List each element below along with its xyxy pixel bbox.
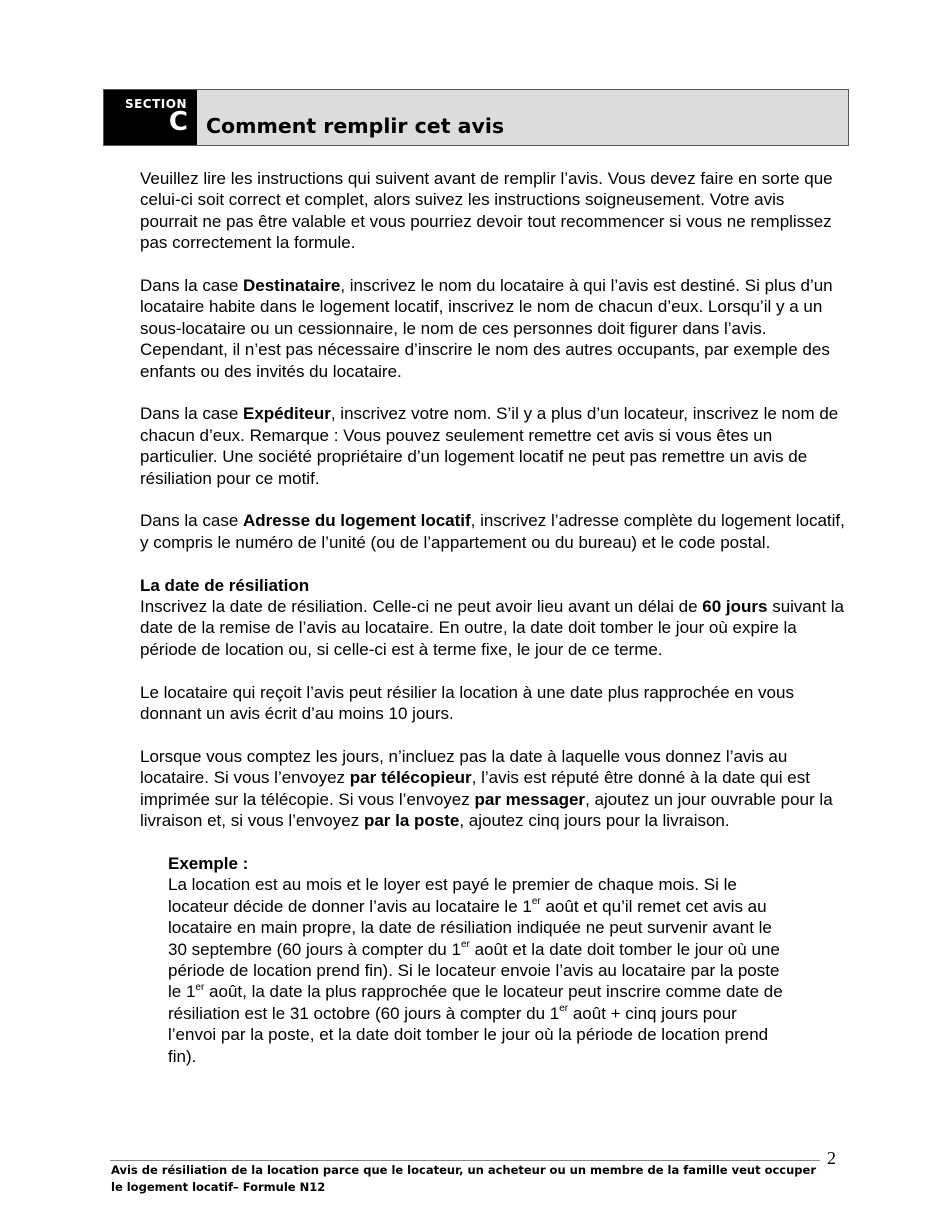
- section-title: Comment remplir cet avis: [206, 114, 505, 138]
- footer-divider: [110, 1160, 820, 1161]
- section-letter: C: [168, 107, 188, 137]
- section-tag: [104, 90, 197, 145]
- page-number: 2: [827, 1148, 836, 1168]
- destinataire-paragraph: Dans la case Destinataire, inscrivez le nom du locataire à qui l’avis est destiné. Si plus d’un locataire habite dans le logement locatif, inscrivez le nom de chacun d’eux. Lorsqu’il y a un sous-locataire ou un cessionnaire, le nom de ces personnes doit figurer dans l’avis. Cependant, il n’est pas nécessaire d’inscrire le nom des autres occupants, par exemple des enfants ou des invités du locataire.: [140, 276, 833, 381]
- adresse-term: Adresse du logement locatif: [243, 511, 471, 531]
- example-block: [168, 853, 788, 1067]
- intro-paragraph: Veuillez lire les instructions qui suivent avant de remplir l’avis. Vous devez faire en sorte que celui-ci soit correct et complet, alors suivez les instructions soigneusement. Votre avis pourrait ne pas être valable et vous pourriez devoir tout recommencer si vous ne remplissez pas correctement la formule.: [140, 169, 833, 253]
- section-word: SECTION: [124, 97, 187, 111]
- date-paragraph: Inscrivez la date de résiliation. Celle-ci ne peut avoir lieu avant un délai de 60 jours suivant la date de la remise de l’avis au locataire. En outre, la date doit tomber le jour où expire la période de location ou, si celle-ci est à terme fixe, le jour de ce terme.: [140, 597, 845, 659]
- expediteur-paragraph: Dans la case Expéditeur, inscrivez votre nom. S’il y a plus d’un locateur, inscrivez le nom de chacun d’eux. Remarque : Vous pouvez seulement remettre cet avis si vous êtes un particulier. Une société propriétaire d’un logement locatif ne peut pas remettre un avis de résiliation pour ce motif.: [140, 404, 839, 488]
- section-header: [103, 89, 849, 146]
- example-paragraph: La location est au mois et le loyer est payé le premier de chaque mois. Si le locateur décide de donner l’avis au locataire le 1er août et qu’il remet cet avis au locataire en main propre, la date de résiliation indiquée ne peut survenir avant le 30 septembre (60 jours à compter du 1er août et la date doit tomber le jour où une période de location prend fin). Si le locateur envoie l’avis au locataire par la poste le 1er août, la date la plus rapprochée que le locateur peut inscrire comme date de résiliation est le 31 octobre (60 jours à compter du 1er août + cinq jours pour l’envoi par la poste, et la date doit tomber le jour où la période de location prend fin).: [168, 875, 783, 1066]
- expediteur-term: Expéditeur: [243, 404, 331, 424]
- courier-term: par messager: [474, 789, 586, 809]
- counting-paragraph: Lorsque vous comptez les jours, n’incluez pas la date à laquelle vous donnez l’avis au locataire. Si vous l’envoyez par télécopieur, l’avis est réputé être donné à la date qui est imprimée sur la télécopie. Si vous l’envoyez par messager, ajoutez un jour ouvrable pour la livraison et, si vous l’envoyez par la poste, ajoutez cinq jours pour la livraison.: [140, 746, 833, 831]
- destinataire-term: Destinataire: [243, 276, 341, 296]
- adresse-paragraph: Dans la case Adresse du logement locatif, inscrivez l’adresse complète du logement locatif, y compris le numéro de l’unité (ou de l’appartement ou du bureau) et le code postal.: [140, 511, 845, 552]
- footer-text: Avis de résiliation de la location parce que le locateur, un acheteur ou un membre de la famille veut occuper le logement locatif– Formule N12: [111, 1163, 817, 1194]
- tenant-paragraph: Le locataire qui reçoit l’avis peut résilier la location à une date plus rapprochée en vous donnant un avis écrit d’au moins 10 jours.: [140, 682, 794, 724]
- date-heading: La date de résiliation: [140, 575, 310, 595]
- instructions-body: [140, 168, 845, 1067]
- mail-term: par la poste: [363, 811, 460, 831]
- sixty-days-term: 60 jours: [702, 597, 768, 617]
- fax-term: par télécopieur: [349, 768, 472, 788]
- example-heading: Exemple :: [168, 853, 249, 873]
